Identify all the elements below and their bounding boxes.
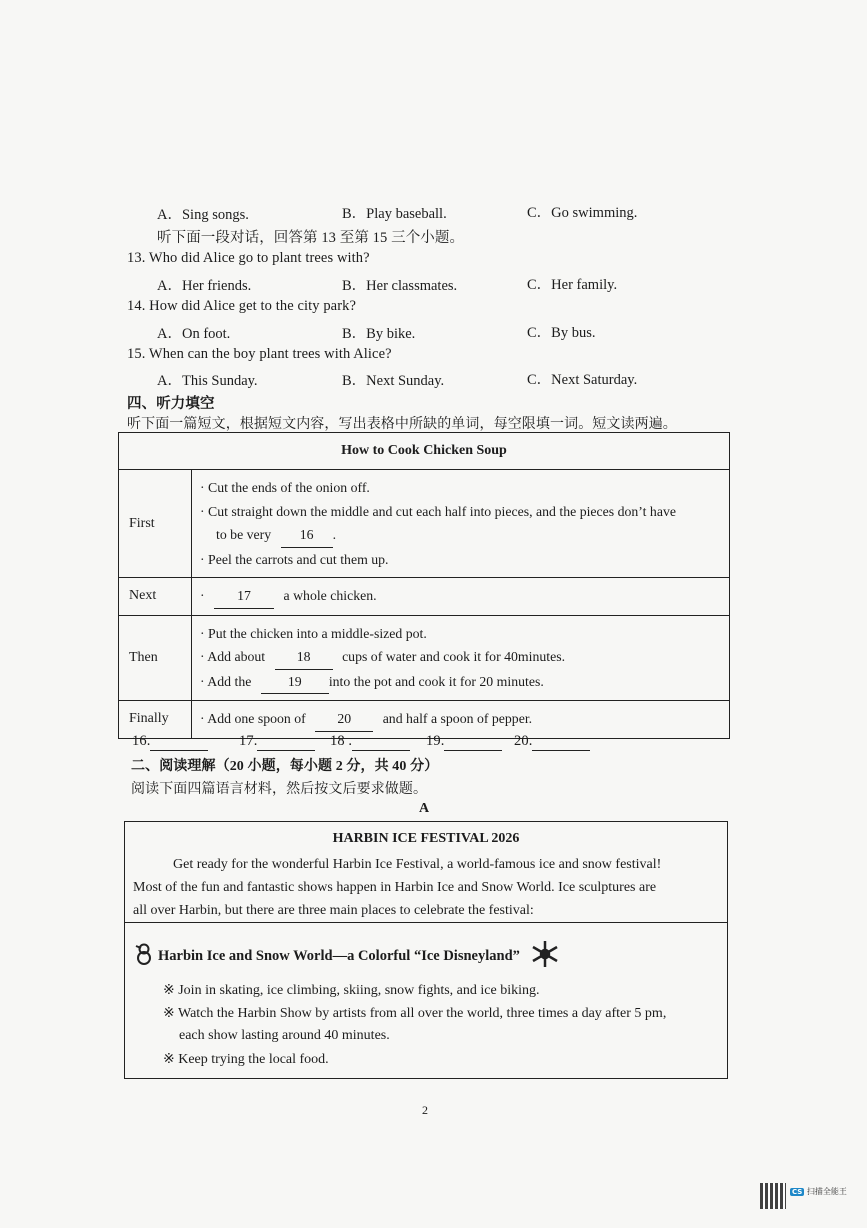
step-next-label: Next — [119, 578, 192, 616]
step-text: · — [200, 588, 205, 603]
step-text: . — [332, 527, 337, 542]
answer-blank-20 — [514, 733, 590, 751]
question-number: 15. — [127, 346, 146, 362]
blank-17: 17 — [214, 584, 274, 609]
scanner-badge — [790, 1186, 847, 1197]
intro-line: Most of the fun and fantastic shows happen in Harbin Ice and Snow World. Ice sculptures are — [133, 880, 657, 895]
activity-item: ※ Keep trying the local food. — [163, 1052, 329, 1067]
answer-blank-17 — [239, 733, 315, 751]
passage-a-box — [124, 821, 728, 1079]
question-15 — [127, 346, 392, 363]
step-then-body — [192, 615, 730, 701]
section-4-instruction: 听下面一篇短文，根据短文内容，写出表格中所缺的单词，每空限填一词。短文读两遍。 — [127, 417, 677, 432]
section-2-title: 二、阅读理解（20 小题，每小题 2 分，共 40 分） — [131, 759, 439, 774]
intro-line: all over Harbin, but there are three main places to celebrate the festival: — [133, 903, 534, 918]
q13-option-a: A．Her friends. — [157, 278, 252, 294]
answer-label: 16. — [132, 733, 151, 749]
step-line — [200, 523, 721, 548]
answer-label: 18 . — [330, 733, 353, 749]
activity-item: ※ Watch the Harbin Show by artists from all over the world, three times a day after 5 pm, — [163, 1006, 667, 1021]
q14-option-b: B．By bike. — [342, 326, 416, 342]
activity-item-continuation: each show lasting around 40 minutes. — [179, 1028, 390, 1043]
step-first-label: First — [119, 470, 192, 578]
festival-intro — [133, 853, 719, 922]
q13-option-c: C．Her family. — [527, 277, 618, 293]
q12-option-b: B．Play baseball. — [342, 206, 447, 222]
activity-item: ※ Join in skating, ice climbing, skiing, snow fights, and ice biking. — [163, 983, 540, 998]
q15-option-a: A．This Sunday. — [157, 373, 258, 389]
answer-blank-16 — [132, 733, 208, 751]
recipe-table — [118, 432, 730, 739]
instruction-13-15: 听下面一段对话，回答第 13 至第 15 三个小题。 — [157, 230, 465, 246]
answer-blank-18 — [330, 733, 410, 751]
blank-16: 16 — [281, 523, 333, 548]
q14-option-c: C．By bus. — [527, 325, 596, 341]
question-13 — [127, 250, 370, 267]
step-text: and half a spoon of pepper. — [382, 711, 533, 726]
step-line: · Peel the carrots and cut them up. — [200, 551, 389, 567]
answer-label: 17. — [239, 733, 258, 749]
answer-label: 20. — [514, 733, 533, 749]
step-first-body — [192, 470, 730, 578]
cs-logo: CS — [792, 1188, 803, 1196]
question-14 — [127, 298, 356, 315]
step-text: · Add the — [200, 673, 252, 689]
passage-label: A — [419, 801, 430, 816]
recipe-title: How to Cook Chicken Soup — [119, 433, 730, 470]
step-then-label: Then — [119, 615, 192, 701]
step-text: cups of water and cook it for 40minutes. — [342, 649, 566, 664]
answer-blank-19 — [426, 733, 502, 751]
step-line: · Cut the ends of the onion off. — [200, 480, 370, 495]
answer-label: 19. — [426, 733, 445, 749]
step-line: · Put the chicken into a middle-sized pot. — [200, 625, 427, 641]
step-next-body — [192, 578, 730, 616]
question-number: 14. — [127, 298, 146, 314]
step-text: a whole chicken. — [283, 588, 377, 603]
qr-code-icon — [760, 1183, 786, 1209]
scanner-app-name: 扫描全能王 — [806, 1187, 847, 1196]
question-text: How did Alice get to the city park? — [149, 298, 357, 314]
snowman-icon — [133, 943, 155, 970]
step-line: · Cut straight down the middle and cut each half into pieces, and the pieces don’t have — [200, 503, 676, 519]
q15-option-b: B．Next Sunday. — [342, 373, 445, 389]
step-text: to be very — [216, 527, 272, 542]
question-number: 13. — [127, 250, 146, 266]
q13-option-b: B．Her classmates. — [342, 278, 458, 294]
q14-option-a: A．On foot. — [157, 326, 231, 342]
page-number: 2 — [422, 1103, 429, 1117]
blank-19: 19 — [261, 670, 329, 695]
section-2-instruction: 阅读下面四篇语言材料，然后按文后要求做题。 — [131, 782, 428, 797]
q12-option-a: A．Sing songs. — [157, 207, 249, 223]
q15-option-c: C．Next Saturday. — [527, 372, 638, 388]
step-finally-label: Finally — [119, 701, 192, 739]
blank-18: 18 — [275, 645, 333, 670]
question-text: Who did Alice go to plant trees with? — [148, 250, 370, 266]
section-divider — [125, 922, 727, 923]
snowflake-icon — [529, 939, 561, 974]
festival-title: HARBIN ICE FESTIVAL 2026 — [332, 831, 520, 846]
subsection-title-text: Harbin Ice and Snow World—a Colorful “Ice Disneyland” — [158, 948, 520, 964]
step-text: · Add about — [200, 649, 266, 664]
step-text: into the pot and cook it for 20 minutes. — [328, 673, 544, 689]
subsection-title — [133, 939, 561, 974]
blank-20: 20 — [315, 707, 373, 732]
intro-line: Get ready for the wonderful Harbin Ice Festival, a world-famous ice and snow festival! — [173, 857, 662, 872]
question-text: When can the boy plant trees with Alice? — [148, 346, 392, 362]
q12-option-c: C．Go swimming. — [527, 205, 638, 221]
step-text: · Add one spoon of — [200, 711, 306, 726]
section-4-title: 四、听力填空 — [127, 396, 215, 412]
